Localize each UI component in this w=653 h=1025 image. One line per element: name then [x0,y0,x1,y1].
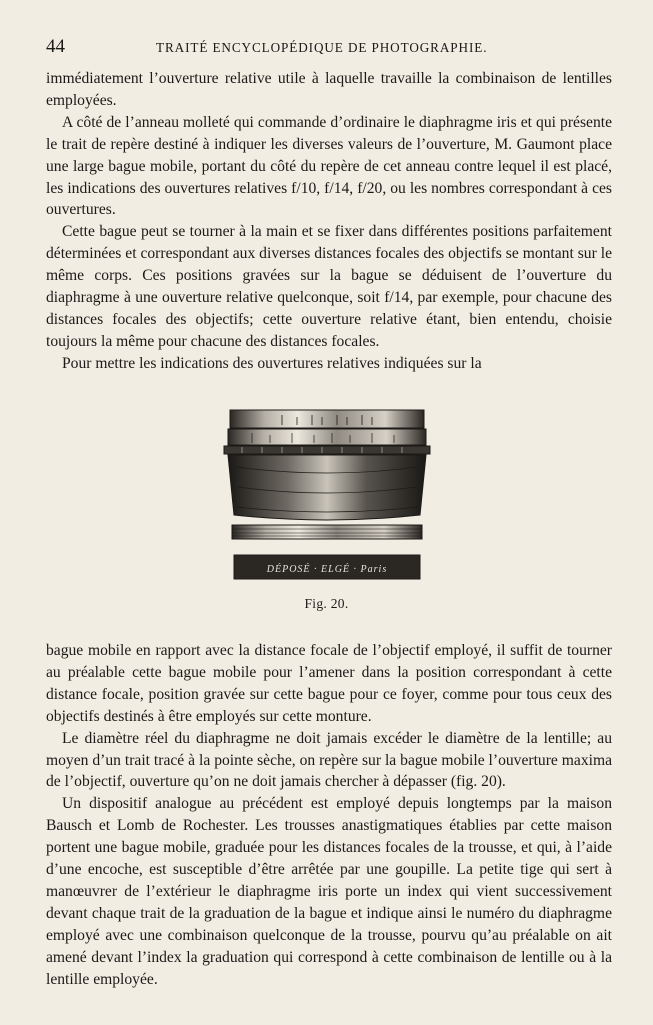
text-block-bottom [46,640,612,991]
page-number: 44 [46,36,65,57]
paragraph: A côté de l’anneau molleté qui commande d’ordinaire le diaphragme iris et qui présente le trait de repère destiné à indiquer les diverses valeurs de l’ouverture, M. Gaumont place une large bague mobile, portant du côté du repère de cet anneau contre lequel il est placé, les indications des ouvertures relatives f/10, f/14, f/20, ou les nombres correspondant à ces ouvertures. [46,113,612,219]
paragraph: Cette bague peut se tourner à la main et se fixer dans différentes positions parfaitement déterminées et correspondant aux diverses distances focales des objectifs se montant sur le même corps. Ces positions gravées sur la bague se déduisent de l’ouverture du diaphragme à une ouverture relative quelconque, soit f/14, par exemple, pour chacune des distances focales des objectifs; cette ouverture relative étant, bien entendu, choisie toujours la même pour chacune des distances focales. [46,223,612,350]
paragraph: Pour mettre les indications des ouvertures relatives indiquées sur la [62,354,482,372]
paragraph: Le diamètre réel du diaphragme ne doit jamais excéder le diamètre de la lentille; au moyen d’un trait tracé à la pointe sèche, on repère sur la bague mobile l’ouverture maxima de l’objectif, ouverture qu’on ne doit jamais chercher à dépasser (fig. 20). [46,729,612,791]
page-header [46,36,612,58]
lens-illustration [222,407,432,587]
engraving-text: DÉPOSÉ · ELGÉ · Paris [266,564,388,575]
figure-caption: Fig. 20. [304,596,349,611]
paragraph: Un dispositif analogue au précédent est employé depuis longtemps par la maison Bausch et Lomb de Rochester. Les trousses anastigmatiques établies par cette maison portent une bague mobile, graduée pour les distances focales de la trousse, et qui, à l’aide d’une encoche, est susceptible d’être arrêtée par une goupille. La petite tige qui sert à manœuvrer de l’extérieur le diaphragme iris porte un index qui vient successivement devant chaque trait de la graduation de la bague et indique ainsi le numéro du diaphragme employé avec une combinaison quelconque de la trousse, pourvu qu’au préalable on ait amené devant l’index la graduation qui correspond à cette combinaison de lentille ou à la lentille employée. [46,795,612,988]
paragraph: immédiatement l’ouverture relative utile à laquelle travaille la combinaison de lentilles employées. [46,70,612,109]
lens-drawing [222,407,432,587]
text-block-top [46,68,612,375]
paragraph: bague mobile en rapport avec la distance focale de l’objectif employé, il suffit de tourner au préalable cette bague mobile pour l’amener dans la position correspondant à cette distance focale, position gravée sur cette bague pour ce foyer, comme pour tous ceux des objectifs destinés à être employés sur cette monture. [46,642,612,725]
running-title: TRAITÉ ENCYCLOPÉDIQUE DE PHOTOGRAPHIE. [156,40,488,55]
